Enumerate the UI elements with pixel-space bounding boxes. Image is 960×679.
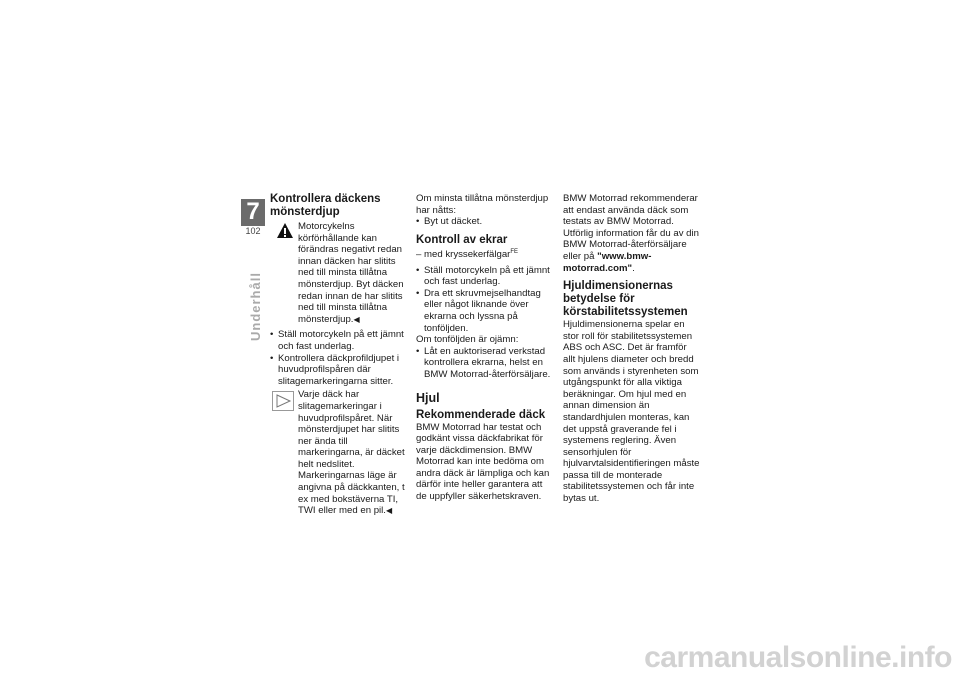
list-item: • Dra ett skruvmejselhandtag eller något liknande över ekrarna och lyssna på tonföljden. — [416, 288, 552, 334]
spoke-condition-sup: FE — [510, 248, 519, 255]
wheel-dimension-text: Hjuldimensionerna spelar en stor roll för stabilitetssystemen ABS och ASC. Det är framför allt hjulens diameter och bredd som används i styrenheten som utgångspunkt för alla viktiga beräkningar. Om hjul med en annan dimension än standardhjulen monteras, kan det uppstå graverande fel i systemens reglering. Även sensorhjulen för hjulvarvtalsidentifieringen måste passa till de monterade stabilitetssystemen och får inte bytas ut. — [563, 319, 700, 505]
warning-block — [270, 221, 406, 325]
recommendation-end: . — [632, 262, 635, 274]
spoke-condition — [416, 247, 552, 261]
chapter-number: 7 — [246, 198, 260, 225]
warning-triangle-icon — [276, 222, 294, 239]
note-text: Varje däck har slitagemarkeringar i huvudprofilspåret. När mönsterdjupet har slitits ner ända till markeringarna, är däcket helt nedslitet. Markeringarnas läge är angivna på däckkanten, t ex med bokstäverna TI, TWI eller med en pil. — [298, 389, 405, 517]
recommended-tyres-text: BMW Motorrad har testat och godkänt vissa däckfabrikat för varje däckdimension. BMW Motorrad kan inte bedöma om andra däck är lämpliga och kan därför inte heller garantera att de uppfyller säkerhetskraven. — [416, 421, 550, 503]
list-item: • Byt ut däcket. — [416, 216, 552, 228]
note-block — [270, 389, 406, 517]
spoke-steps-list — [416, 265, 552, 335]
note-icon — [272, 391, 294, 411]
spoke-condition-text: – med kryssekerfälgar — [416, 248, 511, 260]
recommendation-paragraph — [563, 193, 700, 274]
section-side-label: Underhåll — [248, 272, 263, 341]
spoke-check-heading: Kontroll av ekrar — [416, 233, 508, 246]
recommended-tyres-heading: Rekommenderade däck — [416, 408, 546, 421]
tread-depth-heading: Kontrollera däckens mönsterdjup — [270, 193, 381, 218]
recommendation-text: BMW Motorrad rekommenderar att endast använda däck som testats av BMW Motorrad. Utförlig information får du av din BMW Motorrad-återförsäljare eller på — [563, 193, 699, 262]
watermark-text: carmanualsonline.info — [644, 641, 952, 674]
end-mark: ◀ — [385, 506, 393, 516]
end-mark: ◀ — [353, 314, 360, 324]
column-2 — [416, 193, 552, 503]
list-item: • Ställ motorcykeln på ett jämnt och fast underlag. — [416, 265, 552, 288]
list-item: • Låt en auktoriserad verkstad kontrollera ekrarna, helst en BMW Motorrad-återförsäljare. — [416, 346, 552, 381]
wheel-dimension-heading: Hjuldimensionernas betydelse för körstabilitetssystemen — [563, 280, 688, 319]
uneven-tone-text: Om tonföljden är ojämn: — [416, 334, 519, 346]
tread-steps-list — [270, 329, 406, 387]
wheel-section-title: Hjul — [416, 390, 440, 405]
column-3 — [563, 193, 700, 505]
website-link[interactable]: "www.bmw-motorrad.com" — [563, 250, 652, 274]
chapter-tab — [241, 199, 265, 237]
warning-text: Motorcykelns körförhållande kan förändras negativt redan innan däcken har slitits ned till minsta tillåtna mönsterdjup. Byt däcken redan innan de har slitits ned till minsta tillåtna mönsterdjup. — [298, 221, 404, 325]
min-depth-intro: Om minsta tillåtna mönsterdjup har nåtts: — [416, 193, 549, 216]
list-item: • Ställ motorcykeln på ett jämnt och fast underlag. — [270, 329, 406, 352]
column-1 — [270, 193, 406, 517]
uneven-list — [416, 346, 552, 381]
list-item: • Kontrollera däckprofildjupet i huvudprofilspåren där slitagemarkeringarna sitter. — [270, 353, 406, 388]
replace-list — [416, 216, 552, 228]
page-number: 102 — [241, 226, 265, 237]
